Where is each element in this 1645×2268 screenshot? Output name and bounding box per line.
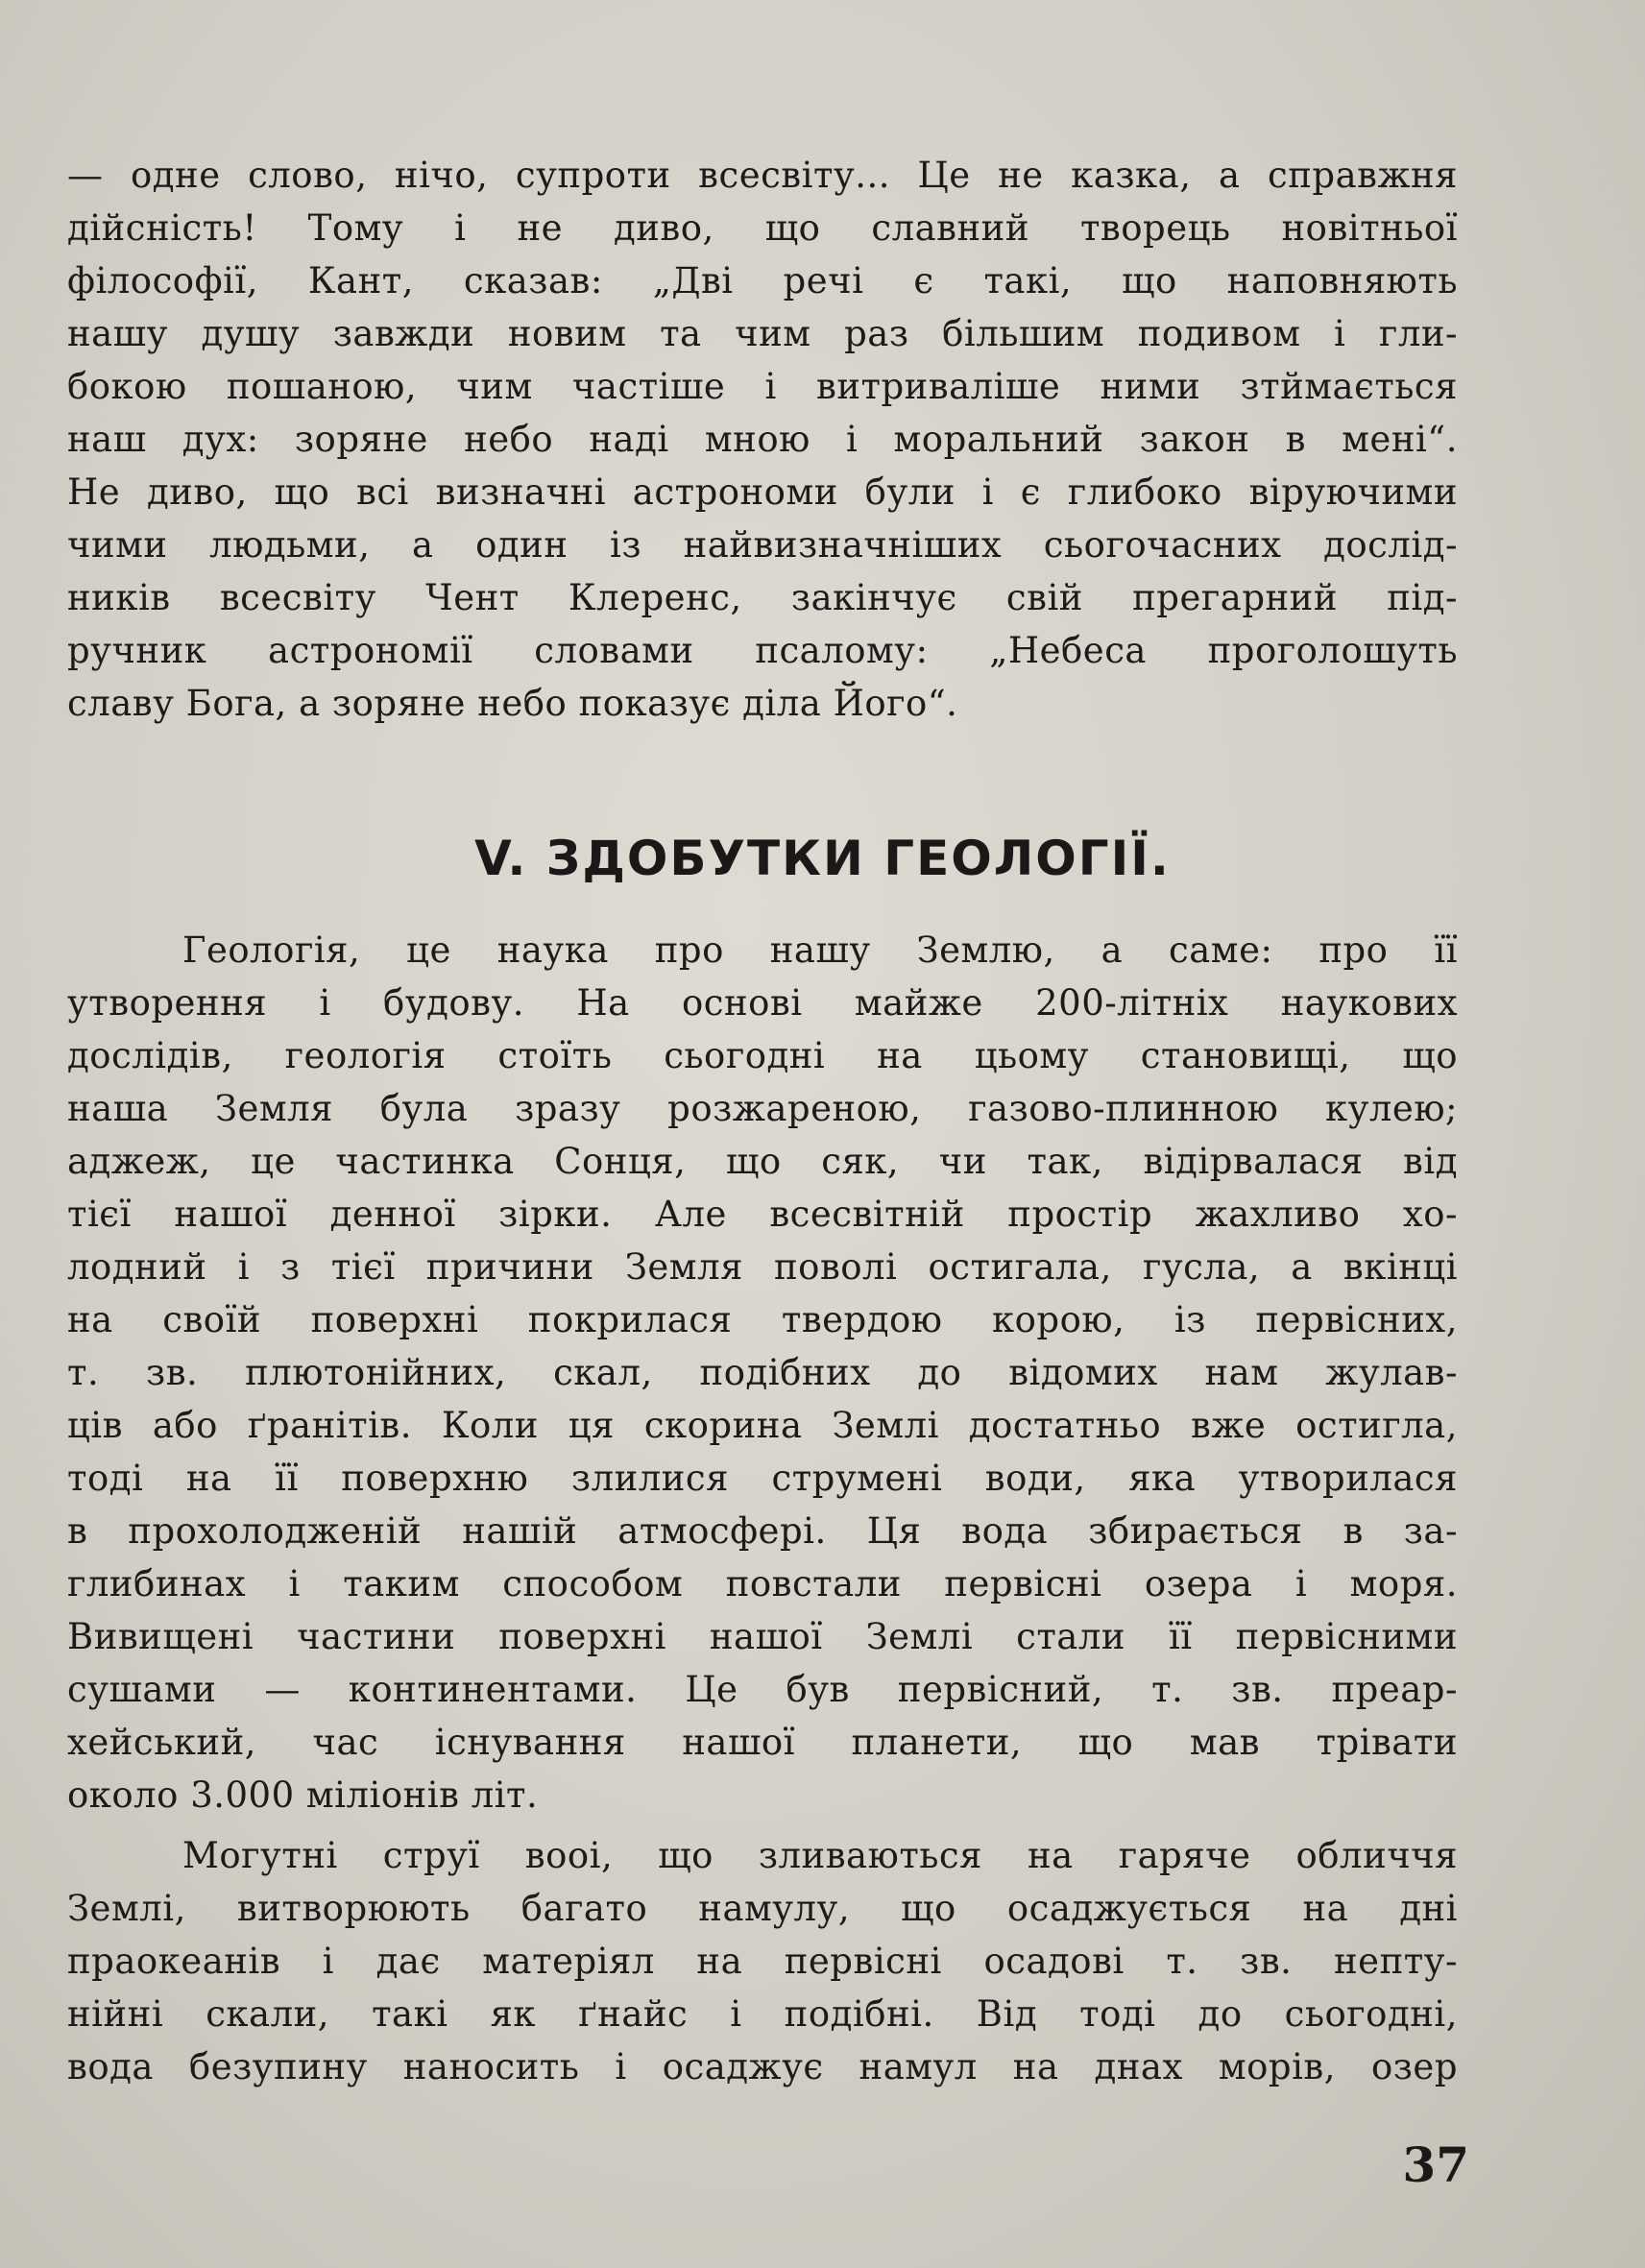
- text-line: ців або ґранітів. Коли ця скорина Землі достатньо вже остигла,: [67, 1405, 1458, 1446]
- text-line: дійсність! Тому і не диво, що славний творець новітньої: [67, 207, 1458, 249]
- text-line: сушами — континентами. Це був первісний, т. зв. преар-: [67, 1669, 1458, 1710]
- text-line: нійні скали, такі як ґнайс і подібні. Від тоді до сьогодні,: [67, 1993, 1458, 2035]
- text-line: т. зв. плютонійних, скал, подібних до відомих нам жулав-: [67, 1352, 1458, 1393]
- text-line: ників всесвіту Чент Клеренс, закінчує свій прегарний під-: [67, 577, 1458, 618]
- text-line: вода безупину наносить і осаджує намул на днах морів, озер: [67, 2046, 1458, 2087]
- text-line: наша Земля була зразу розжареною, газово-плинною кулею;: [67, 1088, 1458, 1129]
- text-line: тієї нашої денної зірки. Але всесвітній простір жахливо хо-: [67, 1194, 1458, 1235]
- text-line: [67, 924, 1458, 977]
- text-line: — одне слово, нічо, супроти всесвіту... Це не казка, а справжня: [67, 155, 1458, 196]
- text-line: [67, 1829, 1458, 1882]
- text-line: нашу душу завжди новим та чим раз більшим подивом і гли-: [67, 313, 1458, 354]
- paragraph-2: [67, 924, 1458, 1822]
- text-line: філософії, Кант, сказав: „Дві речі є такі, що наповняють: [67, 260, 1458, 302]
- paragraph-3: [67, 1829, 1458, 2093]
- text-line: аджеж, це частинка Сонця, що сяк, чи так, відірвалася від: [67, 1141, 1458, 1182]
- text-line: глибинах і таким способом повстали первісні озера і моря.: [67, 1563, 1458, 1604]
- text-line: праокеанів і дає матеріял на первісні осадові т. зв. непту-: [67, 1941, 1458, 1982]
- section-heading: V. ЗДОБУТКИ ГЕОЛОГІЇ.: [474, 831, 1171, 886]
- text-line: утворення і будову. На основі майже 200-літніх наукових: [67, 982, 1458, 1024]
- paragraph-1: [67, 149, 1458, 730]
- text-line: наш дух: зоряне небо наді мною і моральний закон в мені“.: [67, 419, 1458, 460]
- text-line: Не диво, що всі визначні астрономи були і є глибоко віруючими: [67, 471, 1458, 513]
- text-line: ручник астрономії словами псалому: „Небеса проголошуть: [67, 630, 1458, 671]
- text-line-content: Геологія, це наука про нашу Землю, а саме: про її: [182, 929, 1458, 971]
- text-line: хейський, час існування нашої планети, що мав трівати: [67, 1722, 1458, 1763]
- text-line: лодний і з тієї причини Земля поволі остигала, гусла, а вкінці: [67, 1246, 1458, 1288]
- page-number: 37: [1402, 2136, 1469, 2193]
- text-line: чими людьми, а один із найвизначніших сьогочасних дослід-: [67, 524, 1458, 566]
- text-line: Землі, витворюють багато намулу, що осаджується на дні: [67, 1888, 1458, 1929]
- text-line: тоді на її поверхню злилися струмені води, яка утворилася: [67, 1458, 1458, 1499]
- text-line: славу Бога, а зоряне небо показує діла Його“.: [67, 683, 958, 724]
- text-line: в прохолодженій нашій атмосфері. Ця вода збирається в за-: [67, 1510, 1458, 1552]
- text-line: около 3.000 міліонів літ.: [67, 1774, 539, 1816]
- text-line-content: Могутні струї вооі, що зливаються на гаряче обличчя: [182, 1835, 1458, 1876]
- text-line: Вивищені частини поверхні нашої Землі стали її первісними: [67, 1616, 1458, 1657]
- text-line: бокою пошаною, чим частіше і витриваліше ними зтймається: [67, 366, 1458, 407]
- text-line: на своїй поверхні покрилася твердою корою, із первісних,: [67, 1299, 1458, 1340]
- text-line: дослідів, геологія стоїть сьогодні на цьому становищі, що: [67, 1035, 1458, 1076]
